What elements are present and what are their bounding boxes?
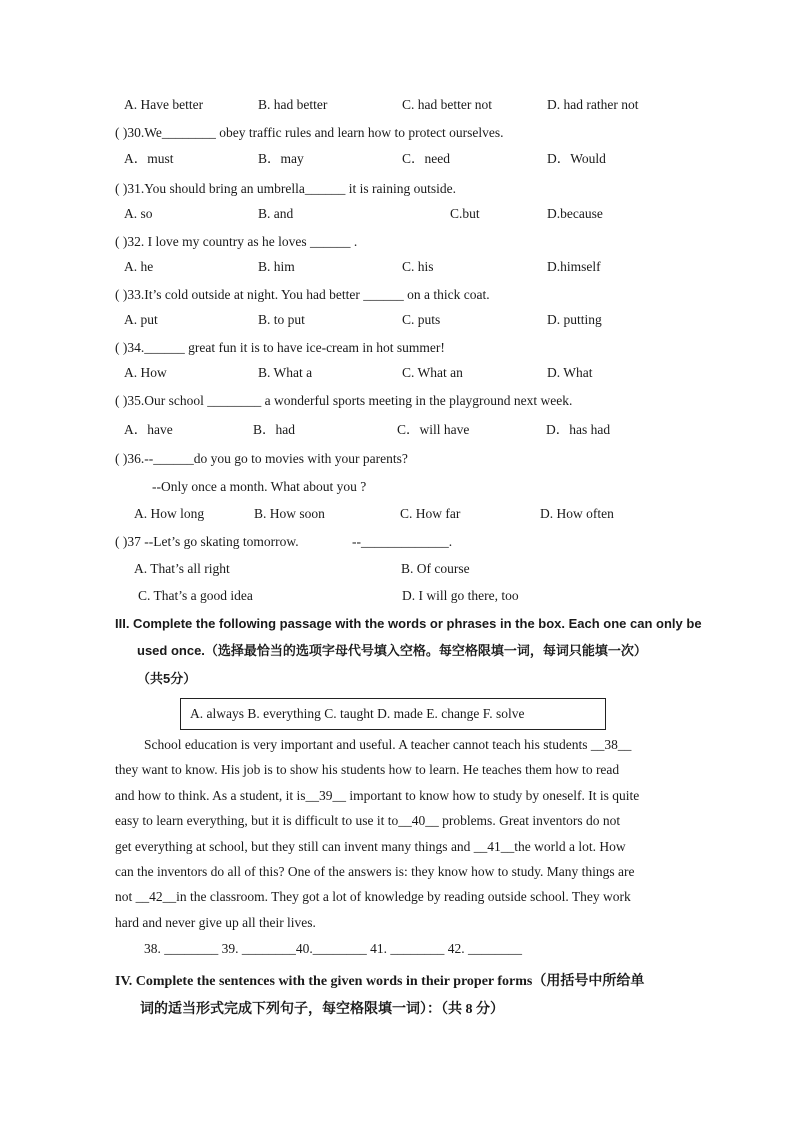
q34-option-a: A. How — [124, 365, 167, 380]
q36-stem: ( )36.--______do you go to movies with your parents? — [115, 451, 408, 466]
q37-option-b: B. Of course — [401, 561, 470, 576]
q33-option-c: C. puts — [402, 312, 441, 327]
q32-option-a: A. he — [124, 259, 154, 274]
q31-option-c: C.but — [450, 206, 480, 221]
q31-option-b: B. and — [258, 206, 294, 221]
q37-option-a: A. That’s all right — [134, 561, 230, 576]
passage-line-7: not __42__in the classroom. They got a lot of knowledge by reading outside school. They work — [115, 889, 631, 904]
q31-stem: ( )31.You should bring an umbrella______ it is raining outside. — [115, 181, 456, 196]
q30-option-b: B．may — [258, 151, 304, 166]
q35-option-b: B．had — [253, 422, 295, 437]
q36-option-b: B. How soon — [254, 506, 325, 521]
q36-option-c: C. How far — [400, 506, 461, 521]
q35-option-c: C．will have — [397, 422, 470, 437]
q35-stem: ( )35.Our school ________ a wonderful sports meeting in the playground next week. — [115, 393, 573, 408]
q37-stem: ( )37 --Let’s go skating tomorrow. — [115, 534, 299, 549]
q36-option-a: A. How long — [134, 506, 205, 521]
passage-line-8: hard and never give up all their lives. — [115, 915, 316, 930]
q32-option-c: C. his — [402, 259, 434, 274]
section3-title-line3: （共5分） — [137, 671, 197, 686]
q37-option-c: C. That’s a good idea — [138, 588, 253, 603]
section4-title-line2: 词的适当形式完成下列句子，每空格限填一词）：（共 8 分） — [140, 1002, 504, 1017]
q37-option-d: D. I will go there, too — [402, 588, 519, 603]
passage-line-2: they want to know. His job is to show his students how to learn. He teaches them how to read — [115, 762, 620, 777]
q30-option-d: D．Would — [547, 151, 606, 166]
q32-stem: ( )32. I love my country as he loves ______ . — [115, 234, 358, 249]
q34-option-d: D. What — [547, 365, 593, 380]
q30-option-c: C．need — [402, 151, 450, 166]
q33-option-a: A. put — [124, 312, 158, 327]
q29-option-c: C. had better not — [402, 97, 492, 112]
section4-title-line1: IV. Complete the sentences with the given words in their proper forms（用括号中所给单 — [115, 974, 645, 989]
passage-line-5: get everything at school, but they still can invent many things and __41__the world a lot. How — [115, 839, 626, 854]
section3-title-line2: used once.（选择最恰当的选项字母代号填入空格。每空格限填一词，每词只能填一次） — [137, 643, 647, 658]
answer-blanks: 38. ________ 39. ________40.________ 41. ________ 42. ________ — [144, 941, 522, 956]
q33-option-d: D. putting — [547, 312, 602, 327]
passage-line-3: and how to think. As a student, it is__39__ important to know how to study by oneself. It is quite — [115, 788, 640, 803]
q33-option-b: B. to put — [258, 312, 305, 327]
q30-option-a: A．must — [124, 151, 174, 166]
q31-option-d: D.because — [547, 206, 603, 221]
q37-reply: --_____________. — [352, 534, 453, 549]
q29-option-b: B. had better — [258, 97, 328, 112]
q35-option-d: D．has had — [546, 422, 611, 437]
q30-stem: ( )30.We________ obey traffic rules and learn how to protect ourselves. — [115, 125, 504, 140]
q32-option-b: B. him — [258, 259, 295, 274]
passage-line-1: School education is very important and useful. A teacher cannot teach his students __38__ — [144, 737, 632, 752]
q34-stem: ( )34.______ great fun it is to have ice-cream in hot summer! — [115, 340, 445, 355]
q35-option-a: A．have — [124, 422, 173, 437]
q36-option-d: D. How often — [540, 506, 614, 521]
passage-line-6: can the inventors do all of this? One of the answers is: they know how to study. Many things are — [115, 864, 635, 879]
word-box: A. always B. everything C. taught D. made E. change F. solve — [180, 698, 606, 730]
passage-line-4: easy to learn everything, but it is difficult to use it to__40__ problems. Great inventors do not — [115, 813, 621, 828]
q32-option-d: D.himself — [547, 259, 601, 274]
q34-option-c: C. What an — [402, 365, 463, 380]
q34-option-b: B. What a — [258, 365, 313, 380]
q33-stem: ( )33.It’s cold outside at night. You had better ______ on a thick coat. — [115, 287, 490, 302]
q31-option-a: A. so — [124, 206, 153, 221]
q29-option-d: D. had rather not — [547, 97, 639, 112]
q36-reply: --Only once a month. What about you ? — [152, 479, 367, 494]
q29-option-a: A. Have better — [124, 97, 204, 112]
section3-title-line1: III. Complete the following passage with the words or phrases in the box. Each one can only be — [115, 616, 702, 631]
